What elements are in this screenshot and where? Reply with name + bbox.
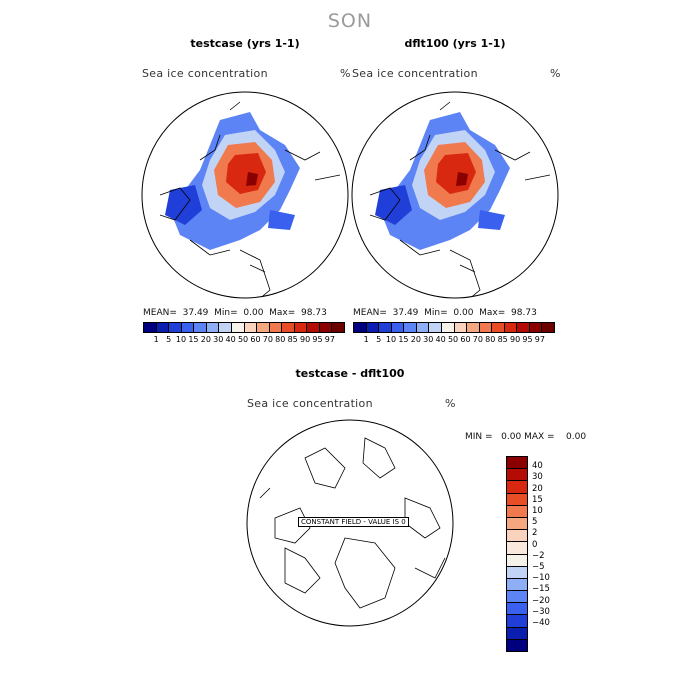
panel-2-colorbar <box>353 322 555 333</box>
diff-colorbar-ticks <box>532 456 572 638</box>
colorbar-swatch <box>207 323 220 332</box>
colorbar-tick-label: 70 <box>262 335 273 344</box>
colorbar-tick-label: 90 <box>509 335 521 344</box>
colorbar-swatch <box>505 323 518 332</box>
panel-2-map <box>350 90 560 300</box>
diff-colorbar-tick-label: 0 <box>532 539 538 550</box>
colorbar-swatch <box>219 323 232 332</box>
colorbar-swatch <box>354 323 367 332</box>
panel-2-mean: 37.49 <box>392 308 419 318</box>
diff-colorbar-tick-label: 5 <box>532 517 538 528</box>
panel-2-min-label: Min= <box>424 308 448 318</box>
diff-colorbar-swatch <box>507 603 527 615</box>
colorbar-tick-label: 60 <box>460 335 471 344</box>
colorbar-swatch <box>270 323 283 332</box>
diff-colorbar-tick-label: 40 <box>532 461 543 472</box>
colorbar-tick-label: 95 <box>312 335 323 344</box>
panel-1-colorbar <box>143 322 345 333</box>
diff-unit: % <box>445 397 456 410</box>
colorbar-swatch <box>455 323 468 332</box>
panel-2-title: dflt100 (yrs 1-1) <box>404 37 506 50</box>
colorbar-swatch <box>320 323 333 332</box>
panel-1-colorbar-ticks <box>150 335 336 344</box>
colorbar-tick-label: 10 <box>175 335 187 344</box>
diff-colorbar-swatch <box>507 457 527 469</box>
diff-max: 0.00 <box>566 432 587 442</box>
diff-colorbar-swatch <box>507 530 527 542</box>
colorbar-tick-label: 30 <box>213 335 224 344</box>
colorbar-swatch <box>442 323 455 332</box>
colorbar-swatch <box>379 323 392 332</box>
panel-1-mean-label: MEAN= <box>143 308 177 318</box>
panel-2-stats <box>353 308 537 318</box>
colorbar-swatch <box>169 323 182 332</box>
colorbar-swatch <box>157 323 170 332</box>
colorbar-tick-label: 5 <box>376 335 382 344</box>
colorbar-tick-label: 30 <box>423 335 434 344</box>
panel-2-mean-label: MEAN= <box>353 308 387 318</box>
colorbar-tick-label: 5 <box>166 335 172 344</box>
diff-colorbar-swatch <box>507 555 527 567</box>
panel-2-unit: % <box>550 67 561 80</box>
diff-colorbar-swatch <box>507 567 527 579</box>
colorbar-swatch <box>404 323 417 332</box>
colorbar-swatch <box>367 323 380 332</box>
colorbar-swatch <box>467 323 480 332</box>
diff-colorbar-tick-label: 10 <box>532 506 543 516</box>
diff-colorbar-swatch <box>507 481 527 493</box>
colorbar-swatch <box>232 323 245 332</box>
colorbar-tick-label: 40 <box>435 335 446 344</box>
diff-colorbar <box>506 456 528 652</box>
panel-1-mean: 37.49 <box>182 308 209 318</box>
colorbar-tick-label: 50 <box>237 335 249 344</box>
panel-1-min-label: Min= <box>214 308 238 318</box>
diff-title: testcase - dflt100 <box>295 367 405 380</box>
colorbar-swatch <box>492 323 505 332</box>
colorbar-tick-label: 60 <box>250 335 261 344</box>
diff-colorbar-swatch <box>507 542 527 554</box>
diff-minmax <box>465 432 586 442</box>
diff-colorbar-swatch <box>507 615 527 627</box>
diff-colorbar-tick-label: 15 <box>532 494 543 505</box>
colorbar-swatch <box>480 323 493 332</box>
diff-colorbar-tick-label: −5 <box>532 562 545 572</box>
panel-2-variable: Sea ice concentration <box>352 67 478 80</box>
colorbar-swatch <box>257 323 270 332</box>
diff-colorbar-swatch <box>507 591 527 603</box>
colorbar-swatch <box>417 323 430 332</box>
panel-2-colorbar-ticks <box>360 335 546 344</box>
panel-1-max: 98.73 <box>301 308 327 318</box>
colorbar-tick-label: 1 <box>153 335 159 344</box>
colorbar-swatch <box>295 323 308 332</box>
diff-colorbar-tick-label: −20 <box>532 595 550 606</box>
colorbar-swatch <box>392 323 405 332</box>
diff-colorbar-swatch <box>507 518 527 530</box>
diff-colorbar-tick-label: −2 <box>532 550 545 561</box>
diff-colorbar-swatch <box>507 579 527 591</box>
diff-max-label: MAX = <box>524 432 555 442</box>
colorbar-tick-label: 97 <box>324 335 335 344</box>
panel-1-variable: Sea ice concentration <box>142 67 268 80</box>
colorbar-tick-label: 15 <box>188 335 199 344</box>
diff-colorbar-tick-label: 2 <box>532 528 538 539</box>
colorbar-tick-label: 1 <box>363 335 369 344</box>
colorbar-swatch <box>307 323 320 332</box>
colorbar-tick-label: 20 <box>200 335 211 344</box>
colorbar-tick-label: 80 <box>485 335 496 344</box>
panel-1-unit: % <box>340 67 351 80</box>
colorbar-tick-label: 90 <box>299 335 311 344</box>
panel-1-min: 0.00 <box>243 308 264 318</box>
colorbar-swatch <box>542 323 554 332</box>
diff-colorbar-tick-label: −30 <box>532 606 550 617</box>
diff-colorbar-swatch <box>507 506 527 518</box>
colorbar-tick-label: 95 <box>522 335 533 344</box>
colorbar-tick-label: 85 <box>497 335 508 344</box>
panel-1-max-label: Max= <box>269 308 296 318</box>
season-title: SON <box>327 10 373 32</box>
colorbar-tick-label: 50 <box>447 335 459 344</box>
diff-colorbar-tick-label: 30 <box>532 472 543 483</box>
colorbar-swatch <box>332 323 344 332</box>
colorbar-swatch <box>245 323 258 332</box>
diff-colorbar-tick-label: −10 <box>532 573 550 584</box>
diff-colorbar-swatch <box>507 628 527 640</box>
diff-colorbar-tick-label: 20 <box>532 483 543 494</box>
colorbar-tick-label: 85 <box>287 335 298 344</box>
diff-variable: Sea ice concentration <box>247 397 373 410</box>
panel-2-max: 98.73 <box>511 308 537 318</box>
colorbar-tick-label: 70 <box>472 335 483 344</box>
panel-2-max-label: Max= <box>479 308 506 318</box>
colorbar-tick-label: 10 <box>385 335 397 344</box>
colorbar-swatch <box>530 323 543 332</box>
diff-colorbar-swatch <box>507 469 527 481</box>
colorbar-tick-label: 20 <box>410 335 421 344</box>
constant-field-label: CONSTANT FIELD - VALUE IS 0 <box>298 517 409 527</box>
colorbar-swatch <box>144 323 157 332</box>
colorbar-tick-label: 97 <box>534 335 545 344</box>
colorbar-tick-label: 40 <box>225 335 236 344</box>
colorbar-swatch <box>282 323 295 332</box>
colorbar-swatch <box>517 323 530 332</box>
colorbar-tick-label: 80 <box>275 335 286 344</box>
panel-1-title: testcase (yrs 1-1) <box>190 37 300 50</box>
panel-2-min: 0.00 <box>453 308 474 318</box>
diff-colorbar-swatch <box>507 640 527 651</box>
diff-min-label: MIN = <box>465 432 493 442</box>
panel-1-map <box>140 90 350 300</box>
colorbar-swatch <box>429 323 442 332</box>
diff-colorbar-tick-label: −40 <box>532 618 550 628</box>
diff-colorbar-swatch <box>507 494 527 506</box>
colorbar-swatch <box>182 323 195 332</box>
colorbar-tick-label: 15 <box>398 335 409 344</box>
diff-colorbar-tick-label: −15 <box>532 584 550 595</box>
colorbar-swatch <box>194 323 207 332</box>
panel-1-stats <box>143 308 327 318</box>
diff-min: 0.00 <box>501 432 522 442</box>
